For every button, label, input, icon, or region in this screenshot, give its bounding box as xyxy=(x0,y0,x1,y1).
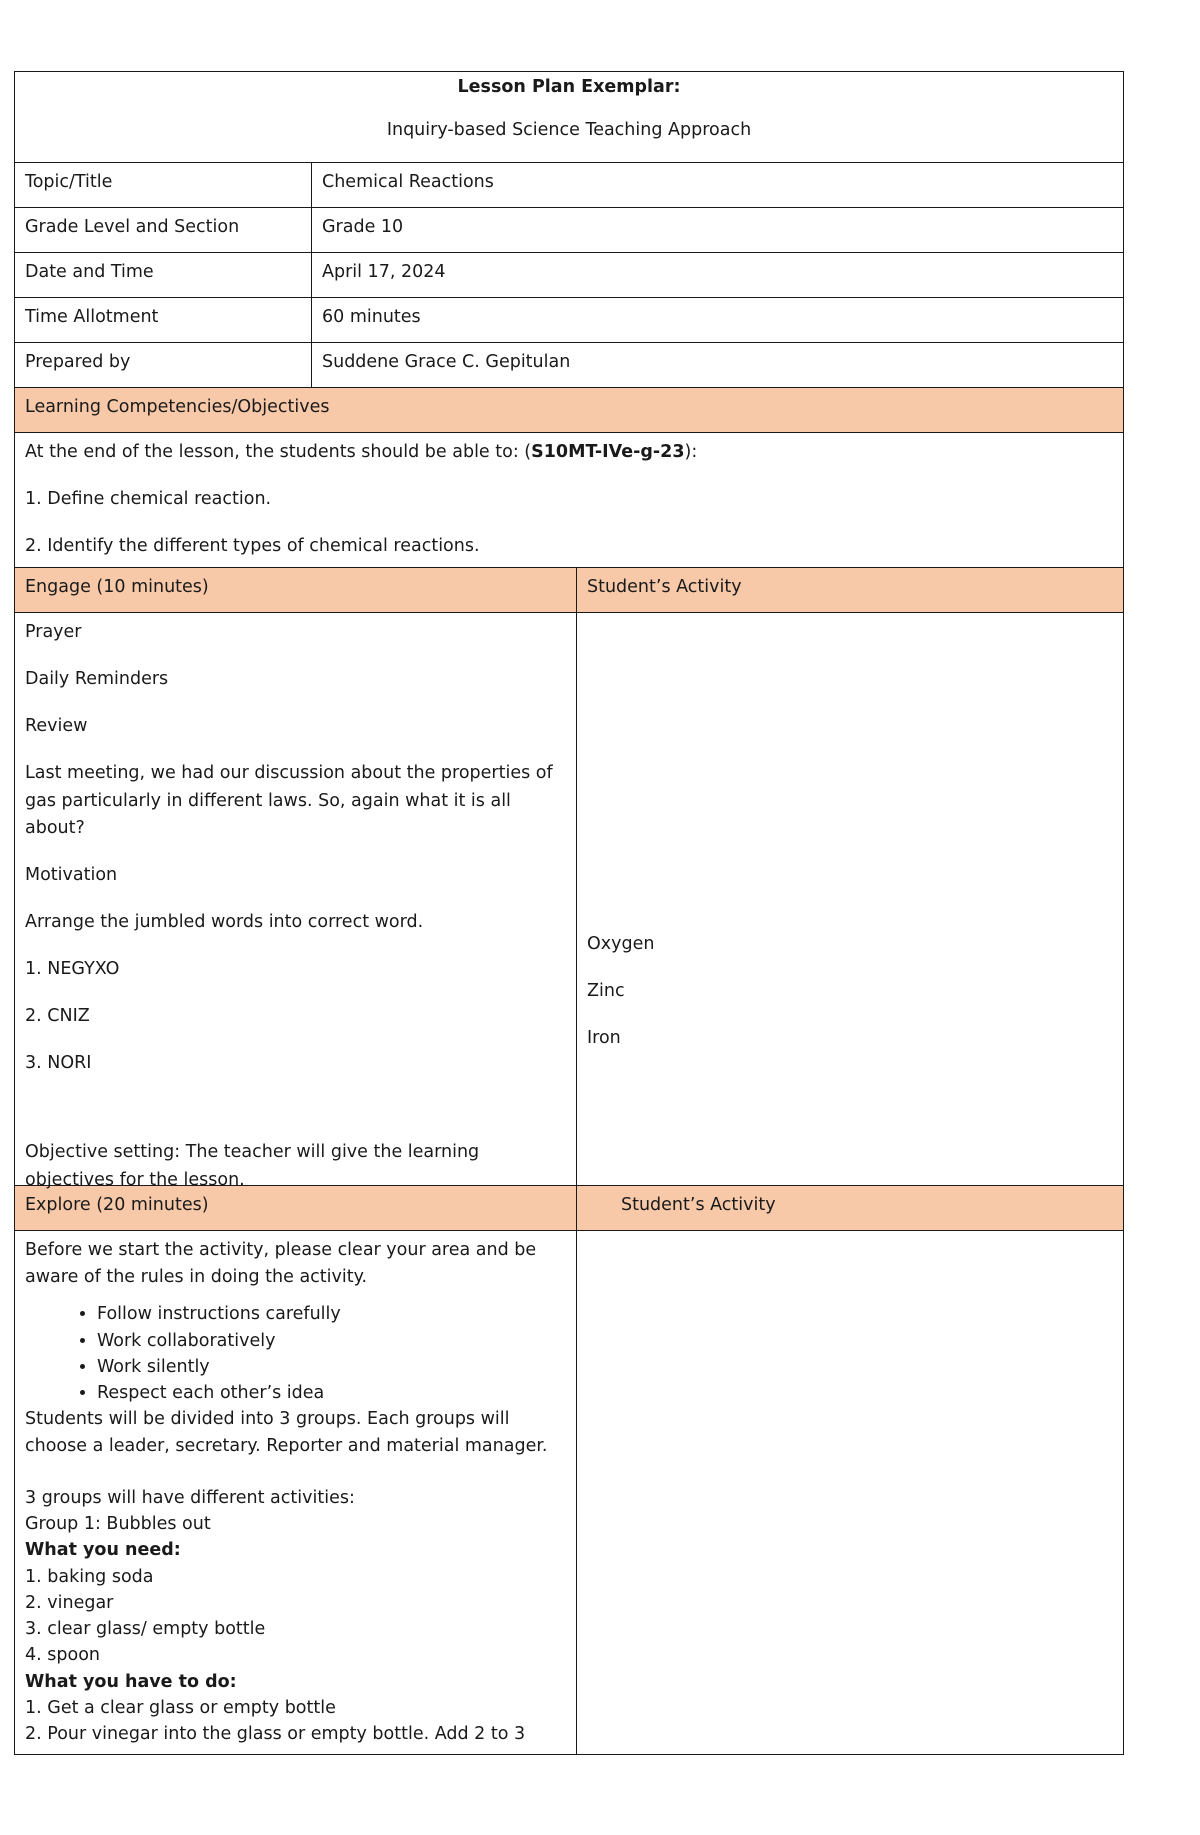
step-item: 2. Pour vinegar into the glass or empty bottle. Add 2 to 3 xyxy=(25,1724,526,1744)
explore-heading-row xyxy=(14,1186,1124,1231)
rule-item: • Respect each other’s idea xyxy=(97,1380,566,1406)
rule-item: • Work collaboratively xyxy=(97,1328,566,1354)
explore-heading: Explore (20 minutes) xyxy=(15,1186,577,1230)
info-row-time xyxy=(14,298,1124,343)
objectives-heading-row xyxy=(14,388,1124,433)
info-label: Time Allotment xyxy=(15,298,312,342)
engage-row xyxy=(14,613,1124,1190)
prayer-text: Prayer xyxy=(25,622,82,642)
objective-setting-text: Objective setting: The teacher will give the learning objectives for the lesson. xyxy=(25,1142,480,1190)
explore-activity-heading: Student’s Activity xyxy=(621,1195,776,1215)
info-value: Chemical Reactions xyxy=(322,172,494,192)
objectives-cell xyxy=(15,433,1123,567)
info-value: 60 minutes xyxy=(322,307,421,327)
engage-heading-row xyxy=(14,568,1124,613)
motivation-label: Motivation xyxy=(25,864,118,885)
group-title: Group 1: Bubbles out xyxy=(25,1514,211,1534)
rules-list xyxy=(25,1301,566,1406)
need-item: 3. clear glass/ empty bottle xyxy=(25,1619,266,1639)
competency-code: S10MT-IVe-g-23 xyxy=(531,442,685,462)
objective-item: 2. Identify the different types of chemical reactions. xyxy=(25,536,480,557)
reminders-text: Daily Reminders xyxy=(25,669,169,690)
grouping-text: Students will be divided into 3 groups. Each groups will choose a leader, secretary. Reporter and material manager. xyxy=(25,1409,548,1456)
objectives-heading: Learning Competencies/Objectives xyxy=(25,397,330,417)
explore-row xyxy=(14,1231,1124,1755)
review-label: Review xyxy=(25,716,88,737)
page-subtitle: Inquiry-based Science Teaching Approach xyxy=(386,120,752,141)
need-heading: What you need: xyxy=(25,1540,181,1561)
engage-activity-heading: Student’s Activity xyxy=(587,577,742,597)
spacer xyxy=(25,1097,566,1139)
info-row-date xyxy=(14,253,1124,298)
need-item: 4. spoon xyxy=(25,1645,100,1666)
jumbled-word: 1. NEGYXO xyxy=(25,959,120,979)
answer-text: Oxygen xyxy=(587,934,655,954)
activities-intro: 3 groups will have different activities: xyxy=(25,1487,355,1508)
jumbled-word: 2. CNIZ xyxy=(25,1006,90,1027)
info-row-grade xyxy=(14,208,1124,253)
info-value: Grade 10 xyxy=(322,217,404,237)
info-row-prepared xyxy=(14,343,1124,388)
info-label: Topic/Title xyxy=(15,163,312,207)
do-heading: What you have to do: xyxy=(25,1671,237,1692)
rule-item: • Follow instructions carefully xyxy=(97,1301,566,1327)
need-item: 1. baking soda xyxy=(25,1566,154,1587)
engage-heading: Engage (10 minutes) xyxy=(15,568,577,612)
objectives-intro: At the end of the lesson, the students should be able to: (S10MT-IVe-g-23): xyxy=(25,442,698,462)
answer-text: Zinc xyxy=(587,981,625,1002)
lesson-plan-table xyxy=(14,71,1124,1755)
answer-text: Iron xyxy=(587,1028,621,1049)
explore-teacher-cell xyxy=(15,1231,577,1754)
info-value: April 17, 2024 xyxy=(322,262,446,282)
info-label: Date and Time xyxy=(15,253,312,297)
spacer xyxy=(25,1459,566,1485)
title-row xyxy=(14,71,1124,163)
step-item: 1. Get a clear glass or empty bottle xyxy=(25,1697,336,1718)
explore-student-cell xyxy=(577,1231,1123,1754)
info-value: Suddene Grace C. Gepitulan xyxy=(322,352,571,372)
rule-item: • Work silently xyxy=(97,1354,566,1380)
motivation-text: Arrange the jumbled words into correct word. xyxy=(25,911,424,932)
title-cell xyxy=(15,72,1123,162)
engage-teacher-cell xyxy=(15,613,577,1190)
objectives-row xyxy=(14,433,1124,568)
info-label: Grade Level and Section xyxy=(15,208,312,252)
spacer xyxy=(587,619,1113,931)
explore-intro: Before we start the activity, please clear your area and be aware of the rules in doing the activity. xyxy=(25,1240,537,1288)
jumbled-word: 3. NORI xyxy=(25,1053,92,1074)
page-title: Lesson Plan Exemplar: xyxy=(457,77,681,97)
need-item: 2. vinegar xyxy=(25,1592,114,1613)
engage-student-cell xyxy=(577,613,1123,1185)
objective-item: 1. Define chemical reaction. xyxy=(25,489,272,510)
info-label: Prepared by xyxy=(15,343,312,387)
info-row-topic xyxy=(14,163,1124,208)
review-text: Last meeting, we had our discussion about the properties of gas particularly in different laws. So, again what it is all about? xyxy=(25,763,553,838)
